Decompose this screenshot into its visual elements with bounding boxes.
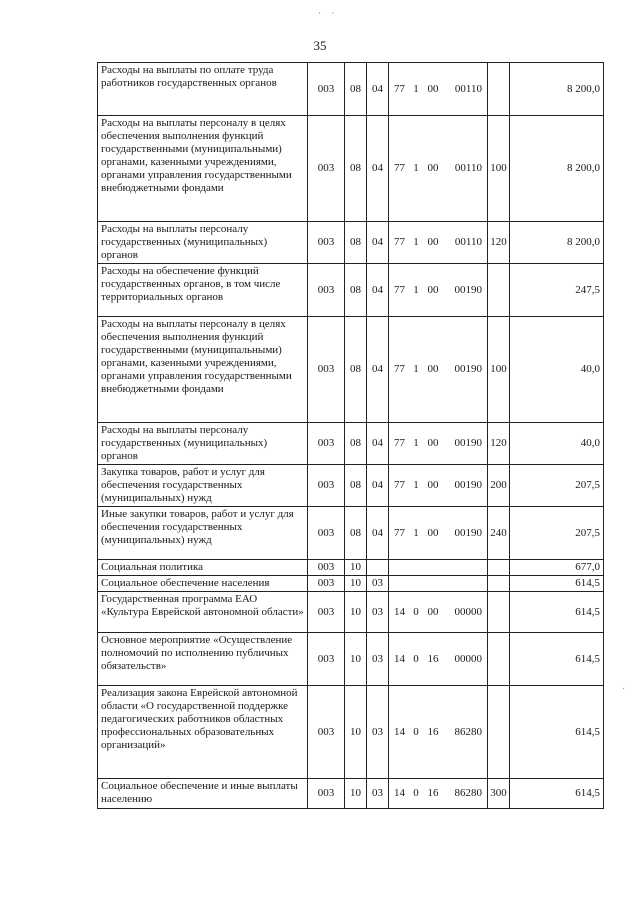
table-row — [98, 116, 604, 222]
target-article-code-part: 1 — [413, 283, 419, 296]
target-article-code-part: 1 — [413, 162, 419, 174]
target-article-code-part: 14 — [394, 725, 405, 738]
amount-cell: 614,5 — [510, 779, 604, 809]
section-code-cell: 08 — [345, 423, 367, 465]
target-article-code-part: 14 — [394, 652, 405, 665]
expense-type-code-cell — [488, 633, 510, 686]
target-article-code-part: 1 — [413, 437, 419, 449]
grbs-code-cell: 003 — [308, 423, 345, 465]
expense-type-code-cell: 100 — [488, 116, 510, 222]
target-article-code-part: 00 — [427, 162, 439, 174]
amount-cell: 614,5 — [510, 576, 604, 592]
target-article-code-part: 1 — [413, 479, 419, 491]
target-article-code-part: 00 — [427, 82, 439, 95]
expense-type-code-cell: 300 — [488, 779, 510, 809]
grbs-code-cell: 003 — [308, 465, 345, 507]
expense-type-code-cell: 100 — [488, 317, 510, 423]
table-body — [98, 63, 604, 809]
expense-name-cell: Реализация закона Еврейской автономной области «О государственной поддержке педагогических работников областных профессиональных образовательных организаций» — [98, 686, 308, 779]
target-article-code-part: 1 — [413, 526, 419, 539]
target-article-code-cell — [389, 423, 488, 465]
grbs-code-cell: 003 — [308, 222, 345, 264]
table-row — [98, 576, 604, 592]
expense-name-cell: Расходы на обеспечение функций государственных органов, в том числе территориальных органов — [98, 264, 308, 317]
section-code-cell: 10 — [345, 779, 367, 809]
target-article-code-part: 16 — [427, 725, 439, 738]
amount-cell: 8 200,0 — [510, 63, 604, 116]
scan-artifact-side: · — [622, 684, 626, 695]
target-article-code-cell — [389, 222, 488, 264]
table-row — [98, 686, 604, 779]
table-row — [98, 63, 604, 116]
expense-name-cell: Социальное обеспечение и иные выплаты населению — [98, 779, 308, 809]
target-article-code-cell — [389, 779, 488, 809]
section-code-cell: 08 — [345, 116, 367, 222]
section-code-cell: 08 — [345, 264, 367, 317]
expense-type-code-cell — [488, 592, 510, 633]
target-article-code-part: 14 — [394, 605, 405, 618]
target-article-code-part: 77 — [394, 82, 405, 95]
grbs-code-cell: 003 — [308, 576, 345, 592]
amount-cell: 8 200,0 — [510, 116, 604, 222]
amount-cell: 614,5 — [510, 633, 604, 686]
expense-name-cell: Социальная политика — [98, 560, 308, 576]
subsection-code-cell: 03 — [367, 633, 389, 686]
table-row — [98, 465, 604, 507]
target-article-code-cell — [389, 633, 488, 686]
table-row — [98, 222, 604, 264]
subsection-code-cell: 04 — [367, 264, 389, 317]
target-article-code-cell — [389, 592, 488, 633]
grbs-code-cell: 003 — [308, 63, 345, 116]
amount-cell: 614,5 — [510, 592, 604, 633]
amount-cell: 614,5 — [510, 686, 604, 779]
target-article-code-part: 00110 — [454, 236, 482, 248]
amount-cell: 677,0 — [510, 560, 604, 576]
grbs-code-cell: 003 — [308, 779, 345, 809]
scan-artifact: · · — [318, 8, 339, 18]
subsection-code-cell: 04 — [367, 116, 389, 222]
expense-name-cell: Иные закупки товаров, работ и услуг для обеспечения государственных (муниципальных) нужд — [98, 507, 308, 560]
grbs-code-cell: 003 — [308, 686, 345, 779]
target-article-code-part: 00190 — [454, 479, 482, 491]
subsection-code-cell: 03 — [367, 686, 389, 779]
target-article-code-cell — [389, 507, 488, 560]
subsection-code-cell — [367, 560, 389, 576]
target-article-code-part: 1 — [413, 82, 419, 95]
target-article-code-part: 14 — [394, 787, 405, 799]
target-article-code-part: 00 — [427, 236, 439, 248]
section-code-cell: 08 — [345, 317, 367, 423]
target-article-code-part: 1 — [413, 236, 419, 248]
table-row — [98, 779, 604, 809]
section-code-cell: 08 — [345, 507, 367, 560]
expense-type-code-cell — [488, 264, 510, 317]
page-number: 35 — [313, 38, 327, 53]
grbs-code-cell: 003 — [308, 633, 345, 686]
grbs-code-cell: 003 — [308, 116, 345, 222]
target-article-code-cell — [389, 686, 488, 779]
target-article-code-part: 00190 — [454, 526, 482, 539]
grbs-code-cell: 003 — [308, 592, 345, 633]
expense-name-cell: Закупка товаров, работ и услуг для обеспечения государственных (муниципальных) нужд — [98, 465, 308, 507]
target-article-code-part: 00190 — [454, 363, 482, 375]
target-article-code-part: 77 — [394, 437, 405, 449]
section-code-cell: 10 — [345, 592, 367, 633]
target-article-code-part: 86280 — [454, 787, 482, 799]
expense-type-code-cell: 120 — [488, 222, 510, 264]
target-article-code-cell — [389, 63, 488, 116]
table-row — [98, 264, 604, 317]
target-article-code-part: 00 — [427, 363, 439, 375]
target-article-code-part: 0 — [413, 725, 419, 738]
expense-type-code-cell: 240 — [488, 507, 510, 560]
expense-name-cell: Расходы на выплаты персоналу государственных (муниципальных) органов — [98, 423, 308, 465]
section-code-cell: 08 — [345, 465, 367, 507]
target-article-code-part: 77 — [394, 363, 405, 375]
target-article-code-part: 00190 — [454, 437, 482, 449]
section-code-cell: 10 — [345, 686, 367, 779]
expense-name-cell: Расходы на выплаты по оплате труда работников государственных органов — [98, 63, 308, 116]
subsection-code-cell: 03 — [367, 779, 389, 809]
amount-cell: 207,5 — [510, 507, 604, 560]
target-article-code-part: 16 — [427, 652, 439, 665]
section-code-cell: 10 — [345, 576, 367, 592]
section-code-cell: 10 — [345, 560, 367, 576]
grbs-code-cell: 003 — [308, 317, 345, 423]
amount-cell: 207,5 — [510, 465, 604, 507]
expense-type-code-cell: 120 — [488, 423, 510, 465]
amount-cell: 247,5 — [510, 264, 604, 317]
target-article-code-part: 00190 — [454, 283, 482, 296]
target-article-code-part: 77 — [394, 479, 405, 491]
expense-name-cell: Государственная программа ЕАО «Культура Еврейской автономной области» — [98, 592, 308, 633]
target-article-code-cell — [389, 576, 488, 592]
table-row — [98, 423, 604, 465]
target-article-code-cell — [389, 264, 488, 317]
section-code-cell: 08 — [345, 222, 367, 264]
section-code-cell: 10 — [345, 633, 367, 686]
subsection-code-cell: 04 — [367, 507, 389, 560]
target-article-code-part: 86280 — [454, 725, 482, 738]
target-article-code-part: 00 — [427, 605, 439, 618]
target-article-code-part: 00110 — [454, 82, 482, 95]
table-row — [98, 560, 604, 576]
expense-name-cell: Расходы на выплаты персоналу в целях обеспечения выполнения функций государственными (муниципальными) органами, казенными учреждениями, органами управления государственными внебюджетными фондами — [98, 317, 308, 423]
target-article-code-part: 16 — [427, 787, 439, 799]
table-row — [98, 507, 604, 560]
target-article-code-part: 77 — [394, 236, 405, 248]
expense-type-code-cell: 200 — [488, 465, 510, 507]
target-article-code-part: 00 — [427, 283, 439, 296]
target-article-code-part: 00 — [427, 526, 439, 539]
expense-name-cell: Расходы на выплаты персоналу государственных (муниципальных) органов — [98, 222, 308, 264]
target-article-code-part: 77 — [394, 283, 405, 296]
target-article-code-cell — [389, 560, 488, 576]
table-row — [98, 633, 604, 686]
table-row — [98, 592, 604, 633]
target-article-code-part: 77 — [394, 526, 405, 539]
expense-type-code-cell — [488, 63, 510, 116]
target-article-code-part: 00 — [427, 479, 439, 491]
section-code-cell: 08 — [345, 63, 367, 116]
target-article-code-part: 1 — [413, 363, 419, 375]
expense-name-cell: Расходы на выплаты персоналу в целях обеспечения выполнения функций государственными (муниципальными) органами, казенными учреждениями, органами управления государственными внебюджетными фондами — [98, 116, 308, 222]
amount-cell: 40,0 — [510, 423, 604, 465]
target-article-code-part: 0 — [413, 605, 419, 618]
target-article-code-part: 00000 — [454, 652, 482, 665]
grbs-code-cell: 003 — [308, 264, 345, 317]
target-article-code-part: 0 — [413, 652, 419, 665]
target-article-code-cell — [389, 465, 488, 507]
subsection-code-cell: 03 — [367, 576, 389, 592]
expense-name-cell: Основное мероприятие «Осуществление полномочий по исполнению публичных обязательств» — [98, 633, 308, 686]
expense-name-cell: Социальное обеспечение населения — [98, 576, 308, 592]
target-article-code-part: 00 — [427, 437, 439, 449]
expense-type-code-cell — [488, 576, 510, 592]
target-article-code-part: 77 — [394, 162, 405, 174]
table-row — [98, 317, 604, 423]
subsection-code-cell: 04 — [367, 222, 389, 264]
target-article-code-cell — [389, 116, 488, 222]
target-article-code-cell — [389, 317, 488, 423]
subsection-code-cell: 04 — [367, 423, 389, 465]
subsection-code-cell: 04 — [367, 317, 389, 423]
expense-type-code-cell — [488, 686, 510, 779]
target-article-code-part: 00000 — [454, 605, 482, 618]
amount-cell: 8 200,0 — [510, 222, 604, 264]
budget-table — [97, 62, 604, 809]
target-article-code-part: 00110 — [454, 162, 482, 174]
amount-cell: 40,0 — [510, 317, 604, 423]
grbs-code-cell: 003 — [308, 560, 345, 576]
expense-type-code-cell — [488, 560, 510, 576]
grbs-code-cell: 003 — [308, 507, 345, 560]
subsection-code-cell: 04 — [367, 63, 389, 116]
subsection-code-cell: 03 — [367, 592, 389, 633]
subsection-code-cell: 04 — [367, 465, 389, 507]
target-article-code-part: 0 — [413, 787, 419, 799]
